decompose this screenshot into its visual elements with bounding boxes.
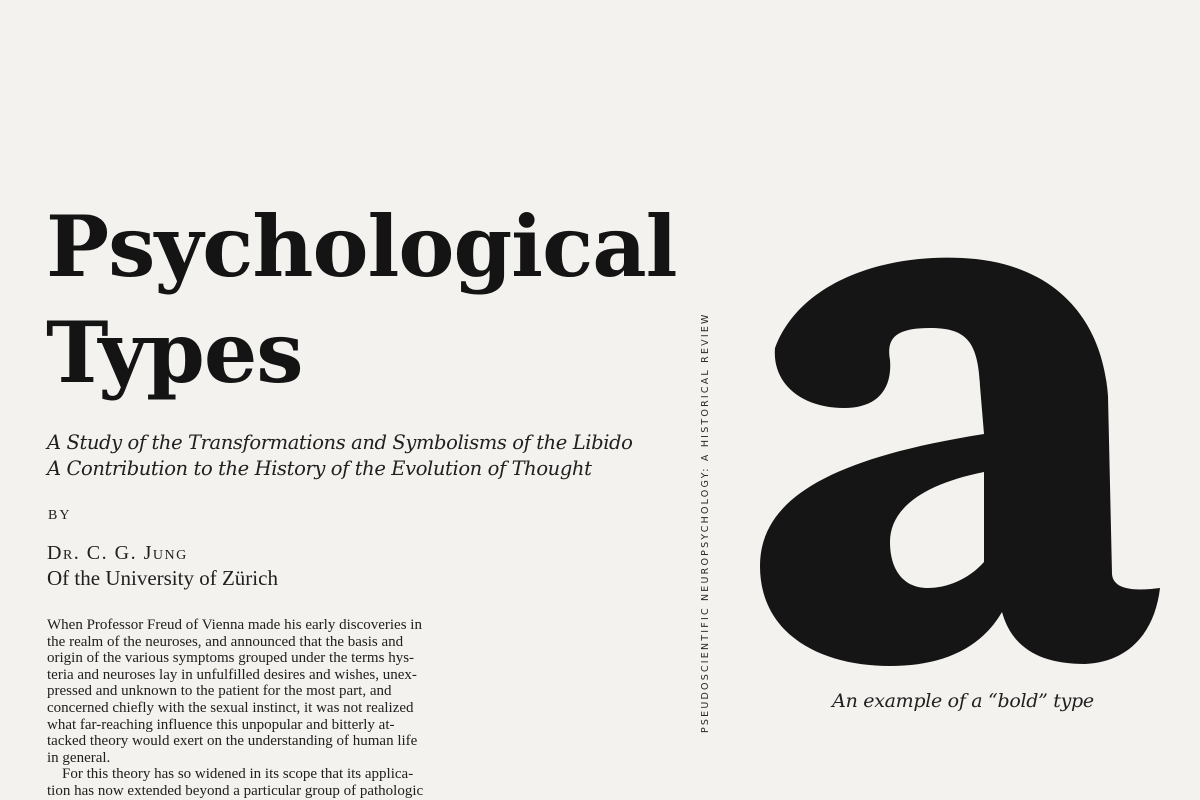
vertical-series-label: PSEUDOSCIENTIFIC NEUROPSYCHOLOGY: A HISTORICAL REVIEW xyxy=(700,312,711,733)
body-line: origin of the various symptoms grouped under the terms hys- xyxy=(47,650,415,667)
subtitle-line-2: A Contribution to the History of the Evolution of Thought xyxy=(47,457,592,480)
body-line: pressed and unknown to the patient for the most part, and xyxy=(47,683,392,700)
body-line: tion has now extended beyond a particular group of pathologic xyxy=(47,782,424,799)
byline-label: BY xyxy=(48,508,72,523)
body-line: When Professor Freud of Vienna made his early discoveries in xyxy=(47,617,422,633)
author-name: Dr. C. G. Jung xyxy=(47,542,188,564)
specimen-caption: An example of a “bold” type xyxy=(832,690,1094,712)
title-line-1: Psychological xyxy=(46,197,677,296)
subtitle-line-1: A Study of the Transformations and Symbolisms of the Libido xyxy=(47,431,633,454)
author-affiliation: Of the University of Zürich xyxy=(47,566,278,590)
body-line: For this theory has so widened in its scope that its applica- xyxy=(62,766,414,783)
bold-a-glyph-shape xyxy=(760,258,1160,666)
body-line: in general. xyxy=(47,749,111,766)
book-title xyxy=(46,194,677,406)
body-line: what far-reaching influence this unpopular and bitterly at- xyxy=(47,716,395,733)
body-line: tacked theory would exert on the understanding of human life xyxy=(47,733,418,750)
bold-a-specimen xyxy=(740,236,1180,676)
subtitles xyxy=(47,430,632,482)
body-line: teria and neuroses lay in unfulfilled desires and wishes, unex- xyxy=(47,666,417,683)
title-line-2: Types xyxy=(46,303,303,402)
body-line: the realm of the neuroses, and announced that the basis and xyxy=(47,633,404,650)
body-line: concerned chiefly with the sexual instinct, it was not realized xyxy=(47,699,414,716)
